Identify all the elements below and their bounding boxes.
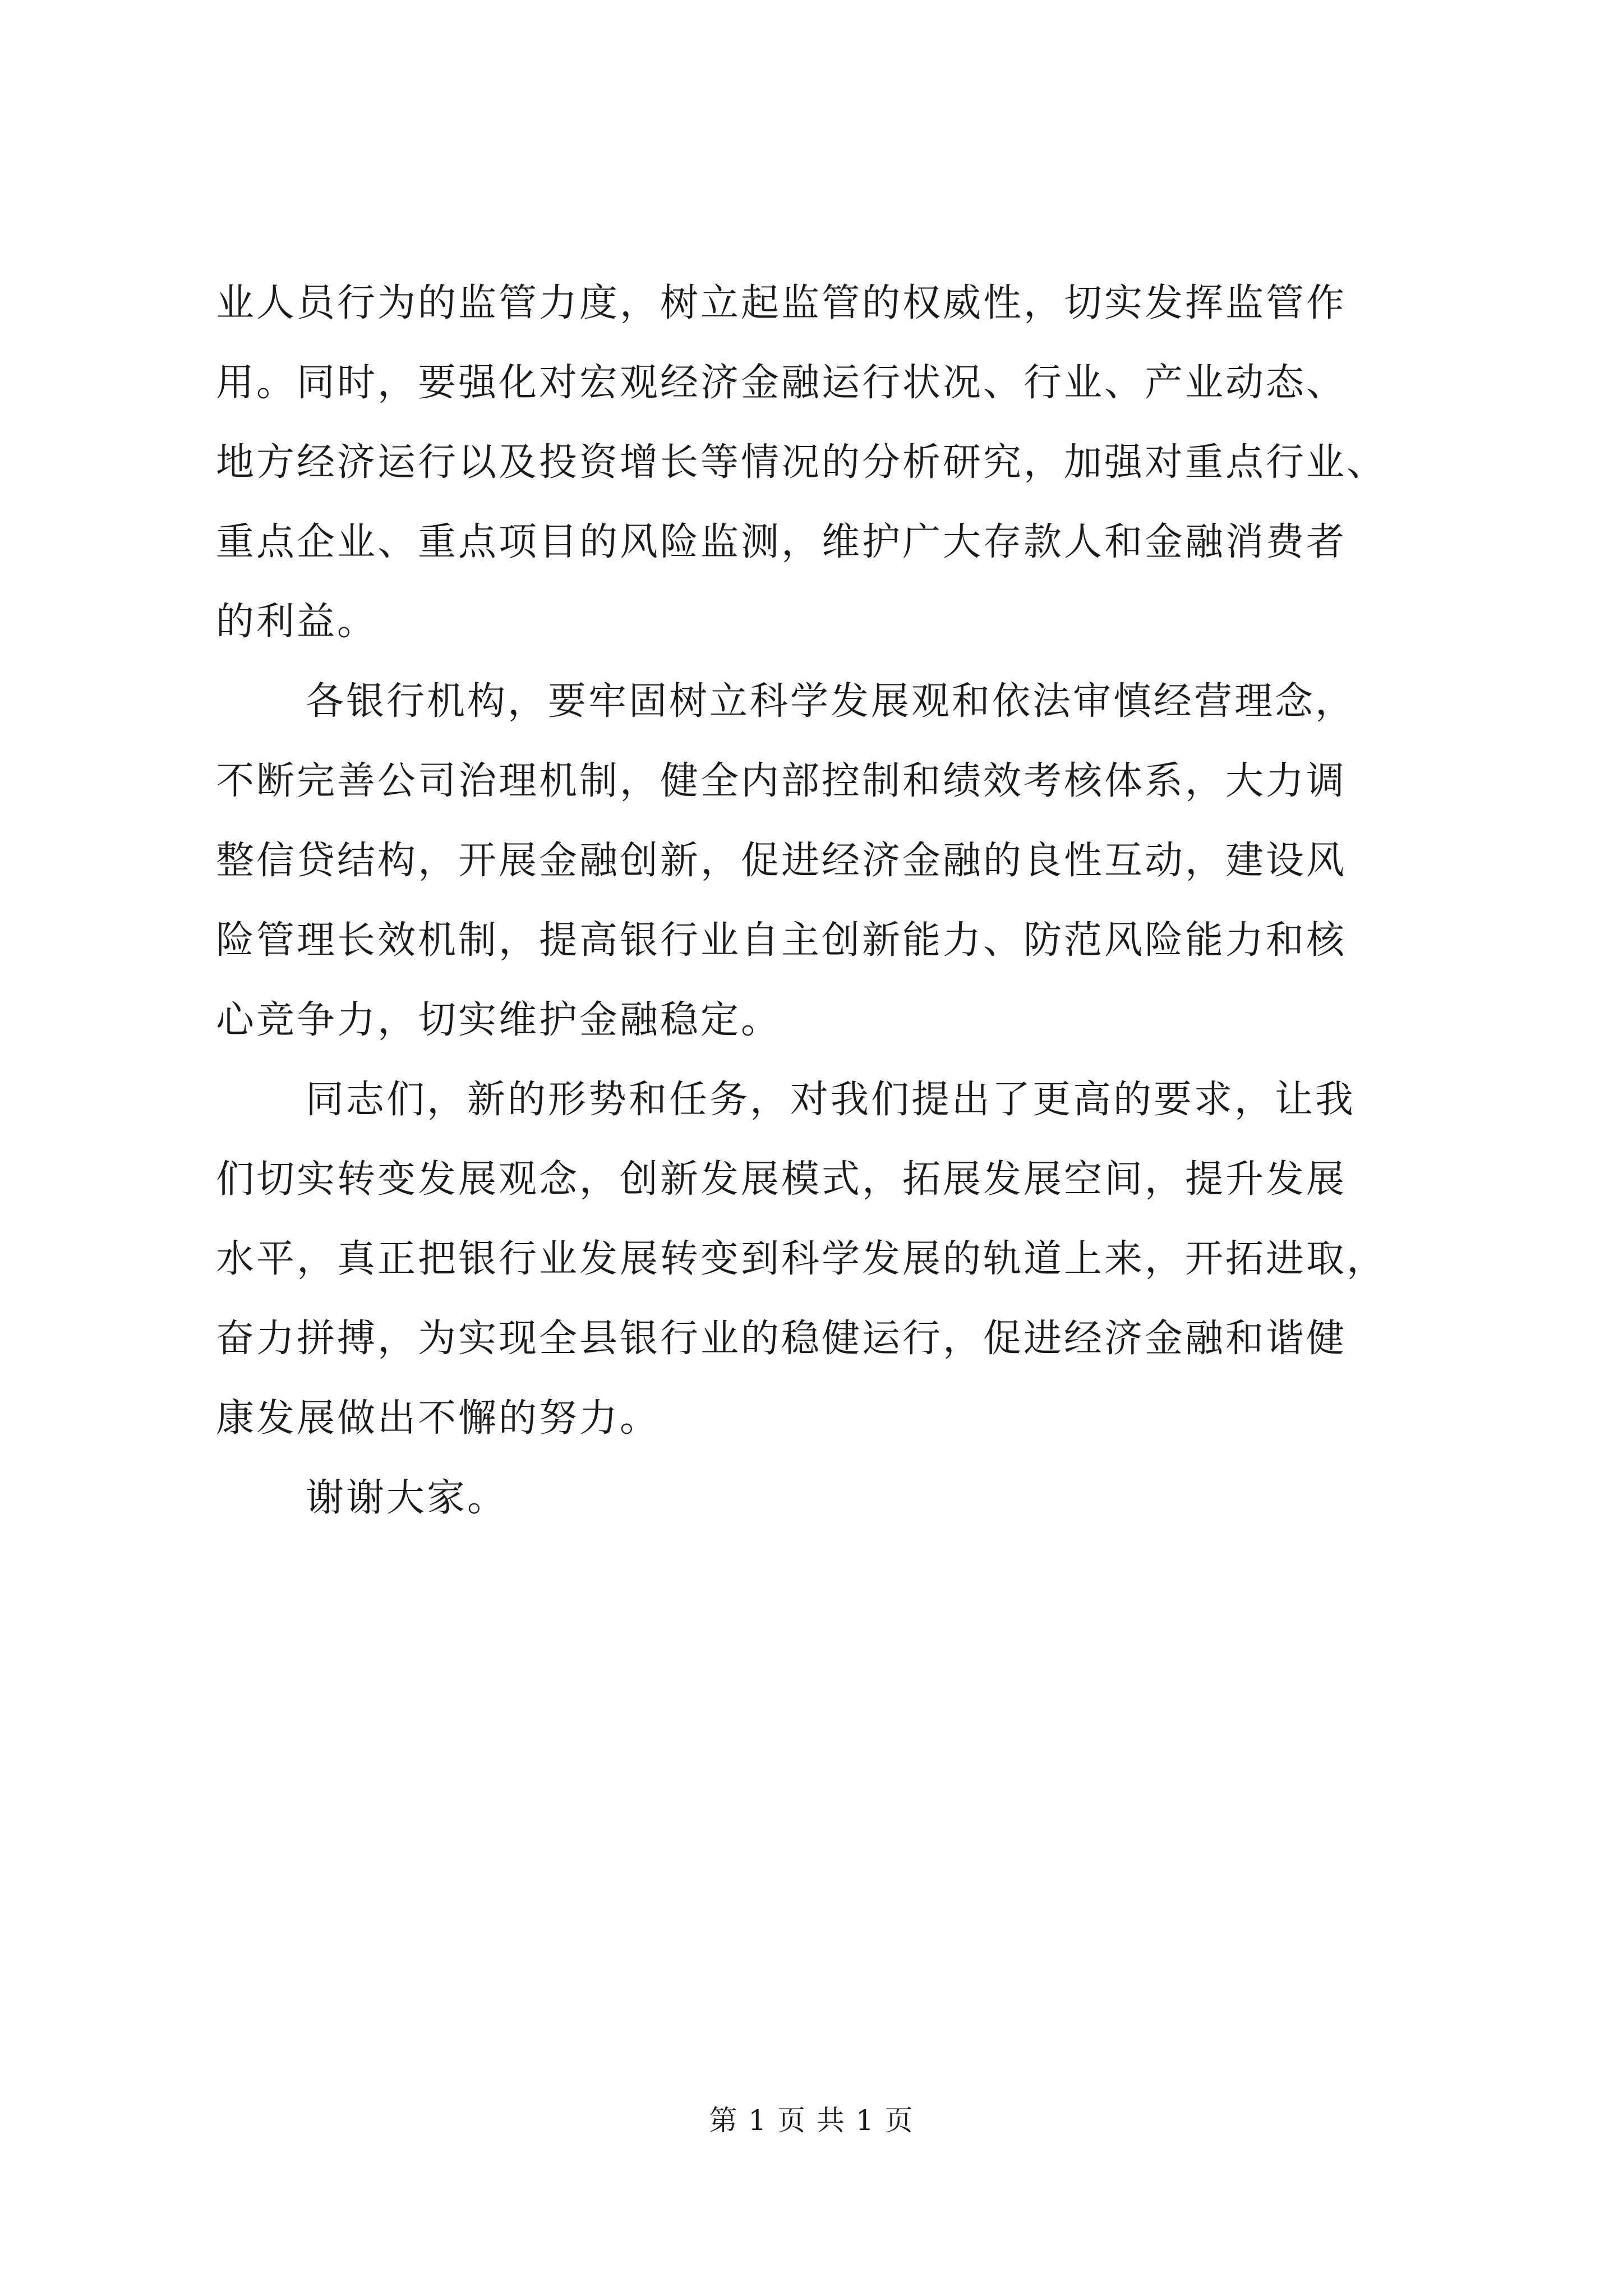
text-line: 奋力拼搏，为实现全县银行业的稳健运行，促进经济金融和谐健 [216, 1317, 1347, 1361]
document-body [216, 264, 1467, 1538]
text-line: 的利益。 [216, 600, 378, 644]
text-line: 重点企业、重点项目的风险监测，维护广大存款人和金融消费者 [216, 520, 1347, 564]
text-line: 业人员行为的监管力度，树立起监管的权威性，切实发挥监管作 [216, 281, 1347, 325]
text-line: 地方经济运行以及投资增长等情况的分析研究，加强对重点行业、 [216, 440, 1387, 485]
page-footer [0, 2101, 1623, 2140]
text-line: 各银行机构，要牢固树立科学发展观和依法审慎经营理念， [306, 679, 1356, 724]
text-line: 用。同时，要强化对宏观经济金融运行状况、行业、产业动态、 [216, 361, 1347, 405]
page-number-label: 第 1 页 共 1 页 [709, 2104, 914, 2137]
text-line: 康发展做出不懈的努力。 [216, 1396, 661, 1441]
text-line: 整信贷结构，开展金融创新，促进经济金融的良性互动，建设风 [216, 839, 1347, 883]
text-line: 心竞争力，切实维护金融稳定。 [216, 998, 782, 1042]
text-line: 们切实转变发展观念，创新发展模式，拓展发展空间，提升发展 [216, 1157, 1347, 1202]
text-line: 险管理长效机制，提高银行业自主创新能力、防范风险能力和核 [216, 918, 1347, 963]
text-line: 水平，真正把银行业发展转变到科学发展的轨道上来，开拓进取， [216, 1237, 1387, 1281]
text-line: 同志们，新的形势和任务，对我们提出了更高的要求，让我 [306, 1078, 1356, 1122]
text-line: 不断完善公司治理机制，健全内部控制和绩效考核体系，大力调 [216, 759, 1347, 803]
closing-line: 谢谢大家。 [306, 1476, 508, 1520]
